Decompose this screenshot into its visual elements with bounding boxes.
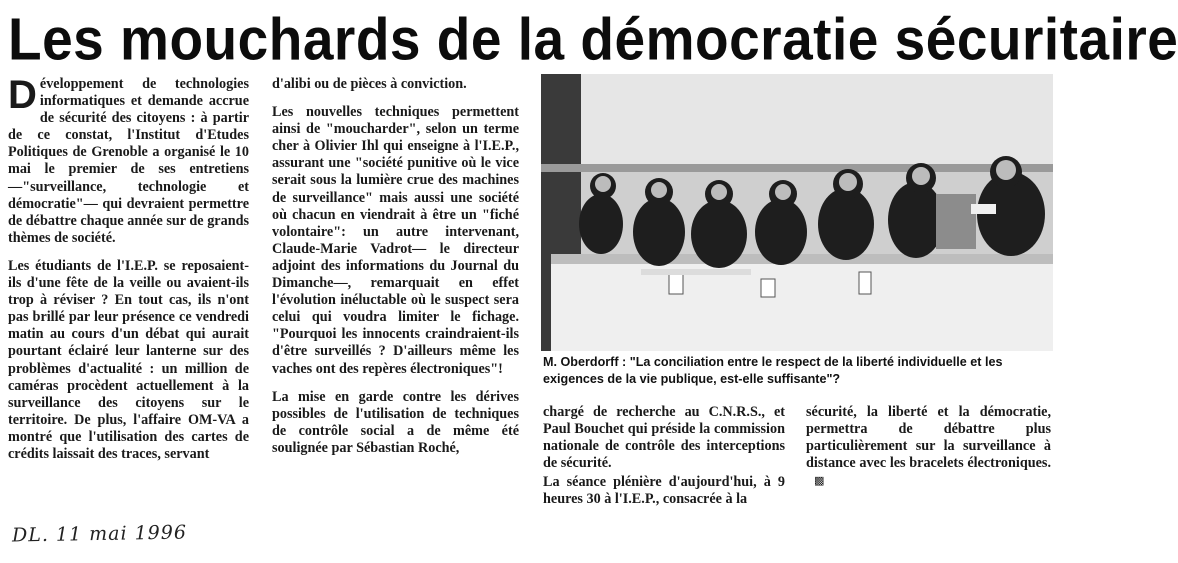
conference-photo-image	[541, 74, 1053, 351]
paragraph-conclusion-text: sécurité, la liberté et la démocratie, permettra de débattre plus particulièrement sur la surveillance à distance avec les bracelets électroniques.	[806, 404, 1051, 472]
article-column-2	[272, 76, 519, 468]
paragraph-conclusion	[806, 404, 1051, 490]
paragraph-session: La séance plénière d'aujourd'hui, à 9 heures 30 à l'I.E.P., consacrée à la	[543, 474, 785, 508]
article-headline: Les mouchards de la démocratie sécuritaire	[8, 5, 1178, 73]
paragraph-new-techniques: Les nouvelles techniques permettent ainsi de "moucharder", selon un terme cher à Olivier Ihl qui enseigne à l'I.E.P., assurant une "société punitive où le vice serait sous la lumière crue des machines de surveillance" mais aussi une société où chacun en viendrait à être un "fiché volontaire": un autre intervenant, Claude-Marie Vadrot— le directeur adjoint des informations du Journal du Dimanche—, remarquait en effet l'évolution inéluctable où le suspect sera celui qui voudra limiter le fichage. "Pourquoi les innocents craindraient-ils d'être surveillés ? D'ailleurs même les vaches ont des repères électroniques"!	[272, 104, 519, 377]
end-mark-icon: ▩	[814, 475, 825, 488]
article-column-3	[543, 404, 785, 520]
paragraph-students: Les étudiants de l'I.E.P. se reposaient-ils d'une fête de la veille ou avaient-ils trop à réviser ? En tout cas, ils n'ont pas brillé par leur présence ce vendredi matin au cours d'un débat qui aurait pourtant éclairé leur lanterne sur des problèmes d'actualité : un million de caméras procèdent actuellement à la surveillance des citoyens sur le territoire. De plus, l'affaire OM-VA a montré que l'utilisation des cartes de crédits laissait des traces, servant	[8, 257, 249, 462]
paragraph-intro	[8, 73, 249, 247]
article-column-1	[8, 73, 249, 474]
paragraph-intro-text: éveloppement de technologies informatiques et demande accrue de sécurité des citoyens : à partir de ce constat, l'Institut d'Etudes Politiques de Grenoble a organisé le 10 mai le premier de ses entretiens —"surveillance, technologie et démocratie"— qui devraient permettre de débattre chaque année sur de grands thèmes de société.	[8, 76, 249, 246]
paragraph-researchers: chargé de recherche au C.N.R.S., et Paul Bouchet qui préside la commission nationale de contrôle des interceptions de sécurité.	[543, 404, 785, 472]
paragraph-alibi: d'alibi ou de pièces à conviction.	[272, 76, 467, 92]
photo-caption: M. Oberdorff : "La conciliation entre le respect de la liberté individuelle et les exigences de la vie publique, est-elle suffisante"?	[543, 355, 1003, 386]
handwritten-source-note: DL. 11 mai 1996	[11, 521, 188, 547]
article-column-4	[806, 404, 1051, 501]
paragraph-warning: La mise en garde contre les dérives possibles de l'utilisation de techniques de contrôle social a de même été soulignée par Sébastian Roché,	[272, 388, 519, 456]
conference-photo	[541, 74, 1053, 351]
drop-cap: D	[8, 73, 37, 117]
